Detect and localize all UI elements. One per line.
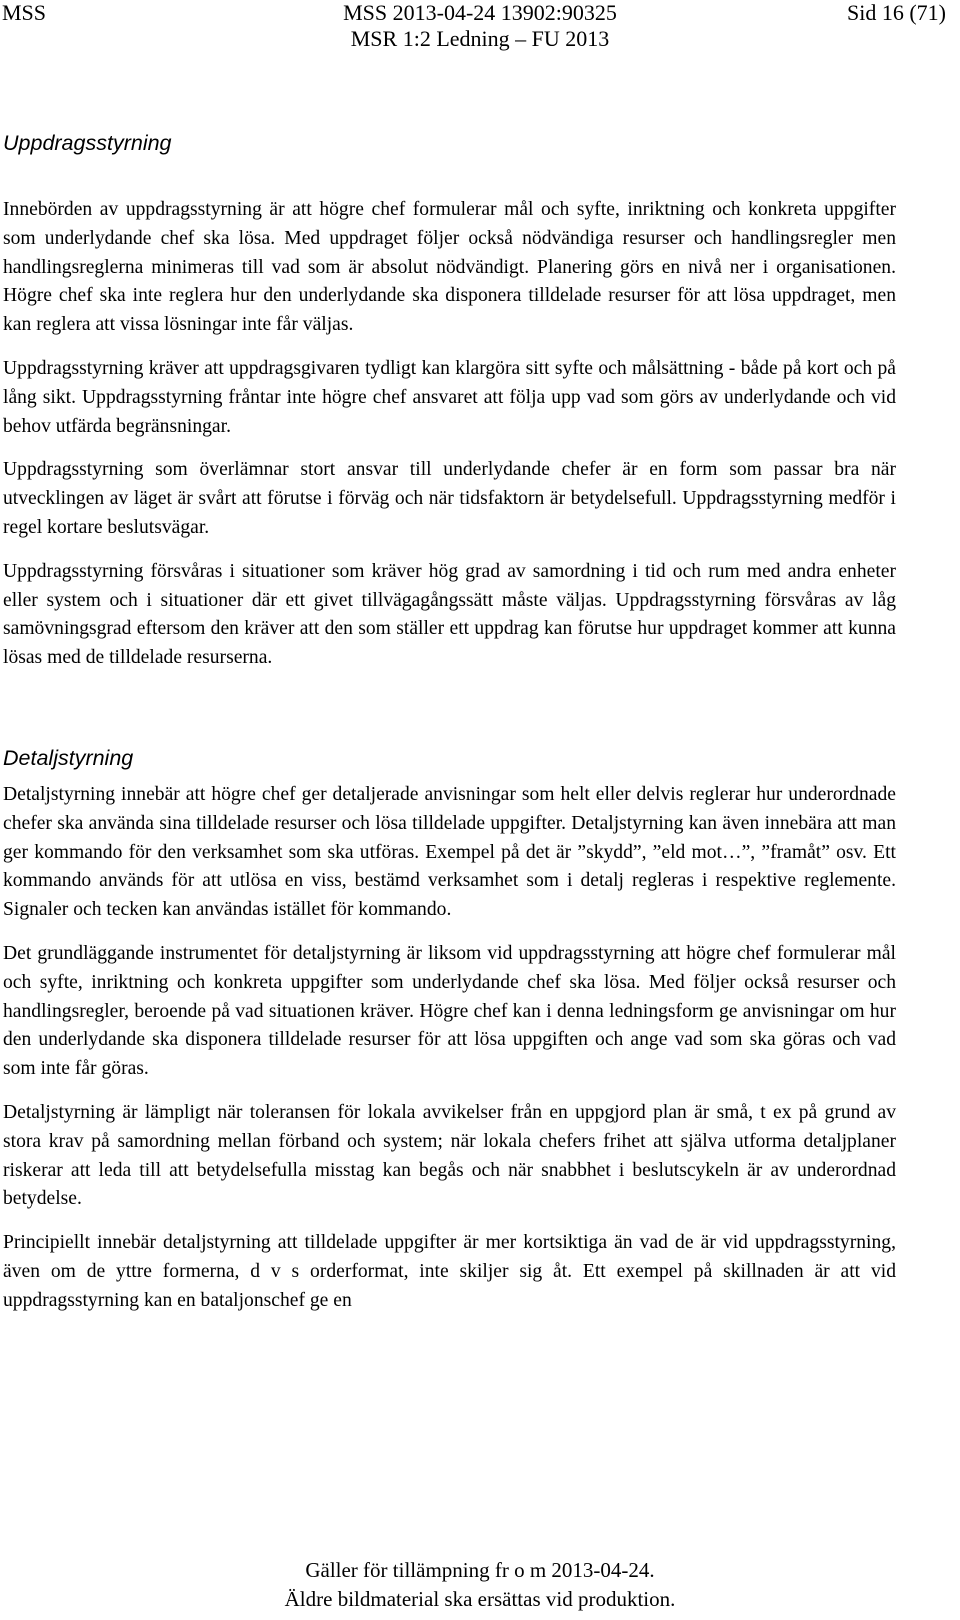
- header-doc-title: MSR 1:2 Ledning – FU 2013: [350, 26, 610, 51]
- header-doc-code: MSS: [2, 0, 47, 25]
- section-heading-detaljstyrning: Detaljstyrning: [3, 745, 134, 770]
- footer-image-note: Äldre bildmaterial ska ersättas vid produktion.: [284, 1587, 676, 1611]
- page-body: [3, 128, 896, 1316]
- paragraph: Uppdragsstyrning som överlämnar stort ansvar till underlydande chefer är en form som passar bra när utvecklingen av läget är svårt att förutse i förväg och när tidsfaktorn är betydelsefull. Uppdragsstyrning medför i regel kortare beslutsvägar.: [3, 459, 896, 538]
- header-doc-id: [0, 0, 960, 52]
- paragraph: Det grundläggande instrumentet för detaljstyrning är liksom vid uppdragsstyrning att högre chef formulerar mål och syfte, inriktning och konkreta uppgifter som underlydande chef ska lösa. Med följer också resurser och handlingsregler, beroende på vad situationen kräver. Högre chef kan i denna ledningsform ge anvisningar om hur den underlydande ska disponera tilldelade resurser för att lösa uppgiften och ange vad som ska göras och vad som inte får göras.: [3, 942, 896, 1080]
- page-header: [0, 0, 960, 60]
- paragraph: Detaljstyrning är lämpligt när toleransen för lokala avvikelser från en uppgjord plan är små, t ex på grund av stora krav på samordning mellan förband och system; när lokala chefers frihet att själva utforma detaljplaner riskerar att leda till att betydelsefulla misstag kan begås och när snabbhet i beslutscykeln är av underordnad betydelse.: [3, 1101, 896, 1210]
- section-heading-uppdragsstyrning: Uppdragsstyrning: [3, 131, 172, 155]
- paragraph: Innebörden av uppdragsstyrning är att högre chef formulerar mål och syfte, inriktning och konkreta uppgifter som underlydande chef ska lösa. Med uppdraget följer också nödvändiga resurser och handlingsregler men handlingsreglerna minimeras till vad som är absolut nödvändigt. Planering görs en nivå ner i organisationen. Högre chef ska inte reglera hur den underlydande ska disponera tilldelade resurser för att lösa uppdraget, men kan reglera att vissa lösningar inte får väljas.: [3, 199, 896, 336]
- paragraph: Uppdragsstyrning försvåras i situationer som kräver hög grad av samordning i tid och rum med andra enheter eller system och i situationer där ett givet tillvägagångssätt måste väljas. Uppdragsstyrning försvåras av låg samövningsgrad eftersom den kräver att den som ställer ett uppdrag kan förutse hur uppdraget kommer att kunna lösas med de tilldelade resurserna.: [3, 560, 896, 669]
- paragraph: Uppdragsstyrning kräver att uppdragsgivaren tydligt kan klargöra sitt syfte och målsättning - både på kort och på lång sikt. Uppdragsstyrning fråntar inte högre chef ansvaret att följa upp vad som görs av underlydande och vid behov utfärda begränsningar.: [3, 357, 896, 437]
- footer-validity-note: Gäller för tillämpning fr o m 2013-04-24.: [305, 1558, 655, 1582]
- header-doc-number: MSS 2013-04-24 13902:90325: [343, 0, 617, 25]
- paragraph: Principiellt innebär detaljstyrning att tilldelade uppgifter är mer kortsiktiga än vad de är vid uppdragsstyrning, även om de yttre formerna, d v s orderformat, inte skiljer sig åt. Ett exempel på skillnaden är att vid uppdragsstyrning kan en bataljonschef ge en: [3, 1232, 896, 1311]
- page-number: Sid 16 (71): [847, 0, 946, 25]
- page-footer: [0, 1556, 960, 1614]
- paragraph: Detaljstyrning innebär att högre chef ger detaljerade anvisningar som helt eller delvis reglerar hur underordnade chefer ska använda sina tilldelade resurser och lösa tilldelade uppgifter. Detaljstyrning kan även innebära att man ger kommando för den verksamhet som ska utföras. Exempel på det är ”skydd”, ”eld mot…”, ”framåt” osv. Ett kommando används för att utlösa en viss, bestämd verksamhet som i detalj regleras i respektive reglemente. Signaler och tecken kan användas istället för kommando.: [3, 783, 896, 921]
